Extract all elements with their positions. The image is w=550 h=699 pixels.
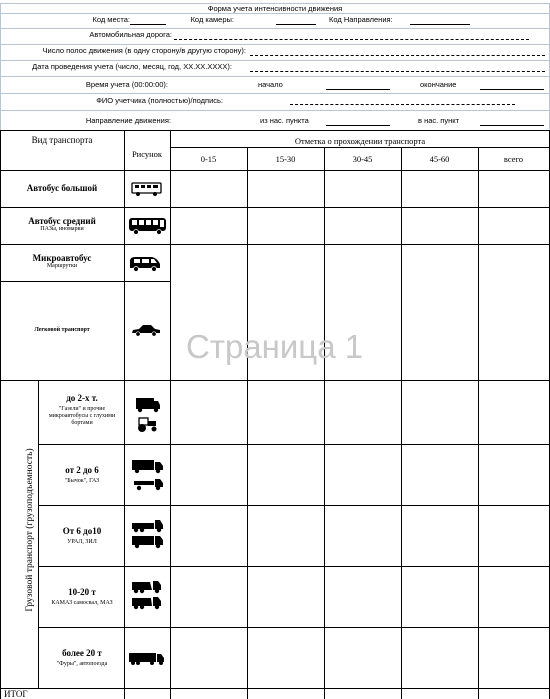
start-label: начало: [258, 80, 283, 89]
row-subtitle: Маршрутки: [46, 263, 78, 269]
interval-30-45: 30-45: [352, 154, 373, 164]
row-title: Автобус большой: [26, 183, 98, 193]
heavy-truck-icon: [130, 517, 166, 551]
end-field[interactable]: [480, 89, 544, 90]
row-passenger-car: [0, 327, 124, 334]
lanes-field[interactable]: [250, 55, 545, 56]
start-field[interactable]: [326, 89, 390, 90]
row-title: 10-20 т: [68, 587, 96, 597]
big-bus-icon: [131, 180, 163, 198]
from-label: из нас. пункта: [260, 116, 309, 125]
row-subtitle: КАМАЗ самосвал, МАЗ: [51, 600, 113, 606]
date-label: Дата проведения учета (число, месяц, год, XX.XX.XXXX):: [32, 62, 232, 71]
interval-45-60: 45-60: [429, 154, 450, 164]
minibus-icon: [128, 255, 162, 273]
row-subtitle: "Газели" и прочие микроавтобусы с глухими бортами: [48, 406, 116, 426]
row-big-bus: [0, 183, 124, 193]
time-label: Время учета (00:00:00):: [85, 80, 168, 89]
direction-code-field[interactable]: [410, 24, 470, 25]
semi-truck-icon: [128, 650, 166, 668]
row-subtitle: УРАЛ, ЗИЛ: [67, 539, 97, 545]
row-title: Микроавтобус: [32, 253, 92, 263]
camera-code-field[interactable]: [276, 24, 316, 25]
interval-total: всего: [503, 154, 524, 164]
interval-15-30: 15-30: [275, 154, 296, 164]
row-title: до 2-х т.: [66, 393, 98, 403]
row-cargo-10-20t: [40, 587, 124, 607]
total-label: ИТОГ: [4, 689, 28, 699]
form-title: Форма учета интенсивности движения: [207, 4, 343, 13]
road-label: Автомобильная дорога:: [89, 30, 172, 39]
to-field[interactable]: [480, 125, 544, 126]
from-field[interactable]: [326, 125, 390, 126]
col-picture-header: Рисунок: [131, 149, 163, 159]
cargo-group-label: Грузовой транспорт (грузоподъемность): [25, 448, 35, 612]
row-subtitle: Легковой транспорт: [34, 327, 90, 333]
to-label: в нас. пункт: [418, 116, 460, 125]
dump-truck-icon: [130, 578, 164, 612]
road-field[interactable]: [174, 39, 529, 40]
lanes-label: Число полос движения (в одну сторону/в другую сторону):: [42, 46, 246, 55]
date-field[interactable]: [250, 71, 545, 72]
end-label: окончание: [420, 80, 457, 89]
row-cargo-over-20t: [40, 648, 124, 668]
row-title: От 6 до10: [62, 526, 102, 536]
interval-0-15: 0-15: [200, 154, 217, 164]
observer-label: ФИО учетчика (полностью)/подпись:: [96, 96, 223, 105]
col-vehicle-type-header: Вид транспорта: [31, 135, 93, 145]
row-title: более 20 т: [62, 648, 102, 658]
medium-bus-icon: [128, 216, 168, 236]
direction-code-label: Код Направления:: [329, 15, 393, 24]
page-watermark: Страница 1: [186, 328, 364, 365]
direction-label: Направление движения:: [85, 116, 171, 125]
light-truck-tractor-icon: [130, 396, 162, 434]
row-subtitle: "Фуры", автопоезда: [56, 661, 108, 667]
observer-field[interactable]: [290, 104, 515, 105]
col-mark-header: Отметка о прохождении транспорта: [294, 136, 426, 146]
place-code-field[interactable]: [130, 24, 166, 25]
medium-truck-icon: [130, 456, 166, 494]
row-title: от 2 до 6: [65, 465, 99, 475]
row-subtitle: "Бычок", ГАЗ: [64, 478, 100, 484]
car-icon: [131, 323, 161, 337]
row-medium-bus: [0, 216, 124, 233]
place-code-label: Код места:: [92, 15, 130, 24]
row-cargo-6-10t: [40, 526, 124, 546]
row-subtitle: ПАЗы, иномарки: [40, 226, 84, 232]
row-title: Автобус средний: [28, 216, 96, 226]
row-cargo-2-6t: [40, 465, 124, 485]
camera-code-label: Код камеры:: [190, 15, 234, 24]
row-minibus: [0, 253, 124, 270]
row-cargo-up-to-2t: [40, 393, 124, 427]
